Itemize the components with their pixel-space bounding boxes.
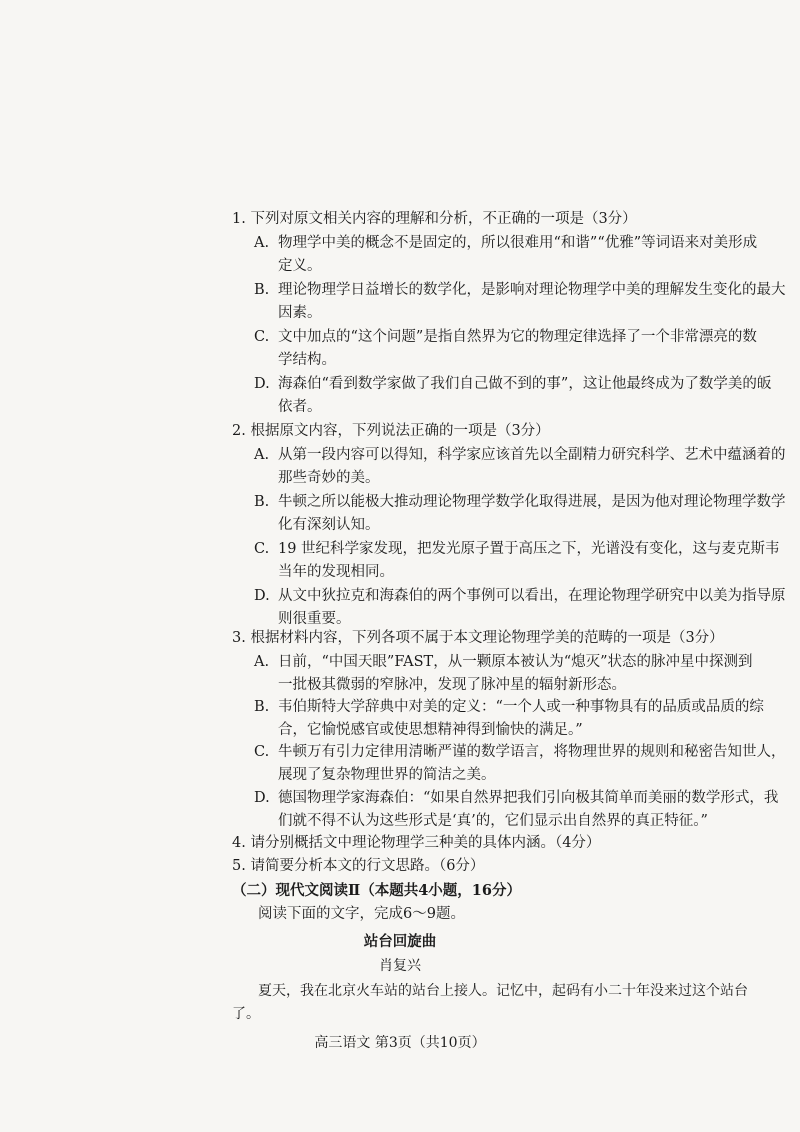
option-text-line: 学结构。: [278, 352, 336, 368]
question-2-stem: 2. 根据原文内容，下列说法正确的一项是（3分）: [232, 423, 550, 439]
option-letter: A.: [254, 235, 270, 251]
option-text-line: 则很重要。: [278, 611, 351, 627]
option-text-line: 牛顿万有引力定律用清晰严谨的数学语言，将物理世界的规则和秘密告知世人，: [278, 744, 786, 760]
question-5-stem: 5. 请简要分析本文的行文思路。（6分）: [232, 858, 485, 874]
option-text-line: 物理学中美的概念不是固定的，所以很难用“和谐”“优雅”等词语来对美形成: [278, 235, 758, 251]
section-heading: （二）现代文阅读Ⅱ（本题共4小题，16分）: [232, 882, 521, 899]
option-letter: D.: [254, 588, 270, 604]
option-text-line: 海森伯“看到数学家做了我们自己做不到的事”，这让他最终成为了数学美的皈: [278, 376, 772, 392]
option-letter: A.: [254, 654, 270, 670]
option-text-line: 化有深刻认知。: [278, 517, 380, 533]
story-paragraph-line: 夏天，我在北京火车站的站台上接人。记忆中，起码有小二十年没来过这个站台: [258, 983, 748, 999]
option-letter: A.: [254, 447, 270, 463]
option-text-line: 依者。: [278, 399, 322, 415]
option-text-line: 们就不得不认为这些形式是‘真’的，它们显示出自然界的真正特征。”: [278, 813, 708, 829]
option-text-line: 一批极其微弱的窄脉冲，发现了脉冲星的辐射新形态。: [278, 677, 626, 693]
option-text-line: 从文中狄拉克和海森伯的两个事例可以看出，在理论物理学研究中以美为指导原: [278, 588, 786, 604]
question-3-stem: 3. 根据材料内容，下列各项不属于本文理论物理学美的范畴的一项是（3分）: [232, 630, 724, 646]
page-footer: 高三语文 第3页（共10页）: [314, 1035, 486, 1051]
option-letter: C.: [254, 541, 270, 557]
story-paragraph-line: 了。: [232, 1006, 260, 1022]
story-title: 站台回旋曲: [363, 933, 437, 950]
option-letter: C.: [254, 329, 270, 345]
option-text-line: 19 世纪科学家发现，把发光原子置于高压之下，光谱没有变化，这与麦克斯韦: [278, 541, 780, 557]
option-text-line: 合，它愉悦感官或使思想精神得到愉快的满足。”: [278, 722, 583, 738]
option-letter: D.: [254, 790, 270, 806]
option-text-line: 从第一段内容可以得知，科学家应该首先以全副精力研究科学、艺术中蕴涵着的: [278, 447, 786, 463]
option-letter: C.: [254, 744, 270, 760]
option-letter: B.: [254, 699, 270, 715]
option-text-line: 牛顿之所以能极大推动理论物理学数学化取得进展，是因为他对理论物理学数学: [278, 494, 786, 510]
option-text-line: 理论物理学日益增长的数学化，是影响对理论物理学中美的理解发生变化的最大: [278, 282, 786, 298]
question-4-stem: 4. 请分别概括文中理论物理学三种美的具体内涵。（4分）: [232, 835, 601, 851]
question-1-stem: 1. 下列对原文相关内容的理解和分析，不正确的一项是（3分）: [232, 211, 637, 227]
option-letter: D.: [254, 376, 270, 392]
story-author: 肖复兴: [379, 958, 421, 974]
option-text-line: 展现了复杂物理世界的简洁之美。: [278, 767, 496, 783]
option-text-line: 日前，“中国天眼”FAST，从一颗原本被认为“熄灭”状态的脉冲星中探测到: [278, 654, 753, 670]
option-letter: B.: [254, 494, 270, 510]
option-text-line: 因素。: [278, 305, 322, 321]
reading-instruction: 阅读下面的文字，完成6～9题。: [258, 906, 465, 922]
option-text-line: 文中加点的“这个问题”是指自然界为它的物理定律选择了一个非常漂亮的数: [278, 329, 757, 345]
option-text-line: 定义。: [278, 258, 322, 274]
option-text-line: 韦伯斯特大学辞典中对美的定义：“一个人或一种事物具有的品质或品质的综: [278, 699, 764, 715]
option-text-line: 当年的发现相同。: [278, 564, 394, 580]
option-letter: B.: [254, 282, 270, 298]
option-text-line: 那些奇妙的美。: [278, 470, 380, 486]
option-text-line: 德国物理学家海森伯：“如果自然界把我们引向极其简单而美丽的数学形式，我: [278, 790, 779, 806]
